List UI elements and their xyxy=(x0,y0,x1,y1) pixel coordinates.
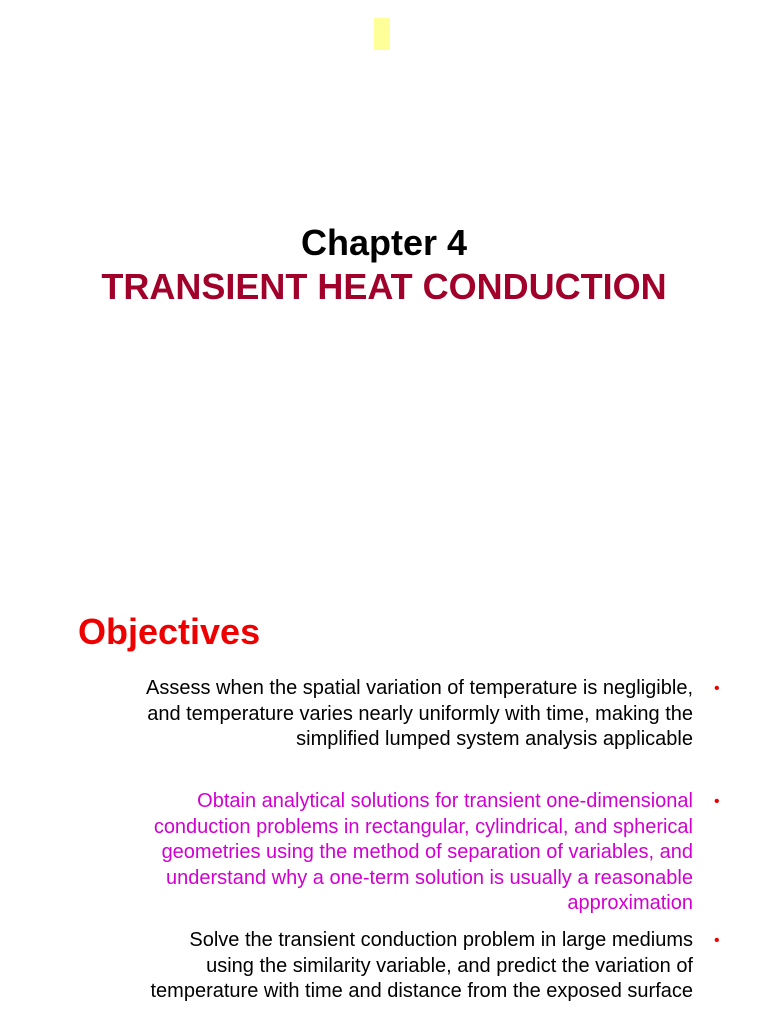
bullet-icon: • xyxy=(714,680,720,697)
objective-item-1: Assess when the spatial variation of temperature is negligible, and temperature varies nearly uniformly with time, making the simplified lumped system analysis applicable xyxy=(146,677,693,751)
bullet-icon: • xyxy=(714,932,720,949)
highlight-marker xyxy=(374,18,390,50)
objective-item-3: Solve the transient conduction problem in large mediums using the similarity variable, and predict the variation of temperature with time and distance from the exposed surface xyxy=(150,929,693,1003)
objectives-heading: Objectives xyxy=(78,611,261,652)
chapter-number: Chapter 4 xyxy=(300,222,468,263)
chapter-title: TRANSIENT HEAT CONDUCTION xyxy=(101,266,667,307)
objective-item-2: Obtain analytical solutions for transient one-dimensional conduction problems in rectangular, cylindrical, and spherical geometries using the method of separation of variables, and understand why a one-term solution is usually a reasonable approximation xyxy=(153,790,693,915)
bullet-icon: • xyxy=(714,793,720,810)
